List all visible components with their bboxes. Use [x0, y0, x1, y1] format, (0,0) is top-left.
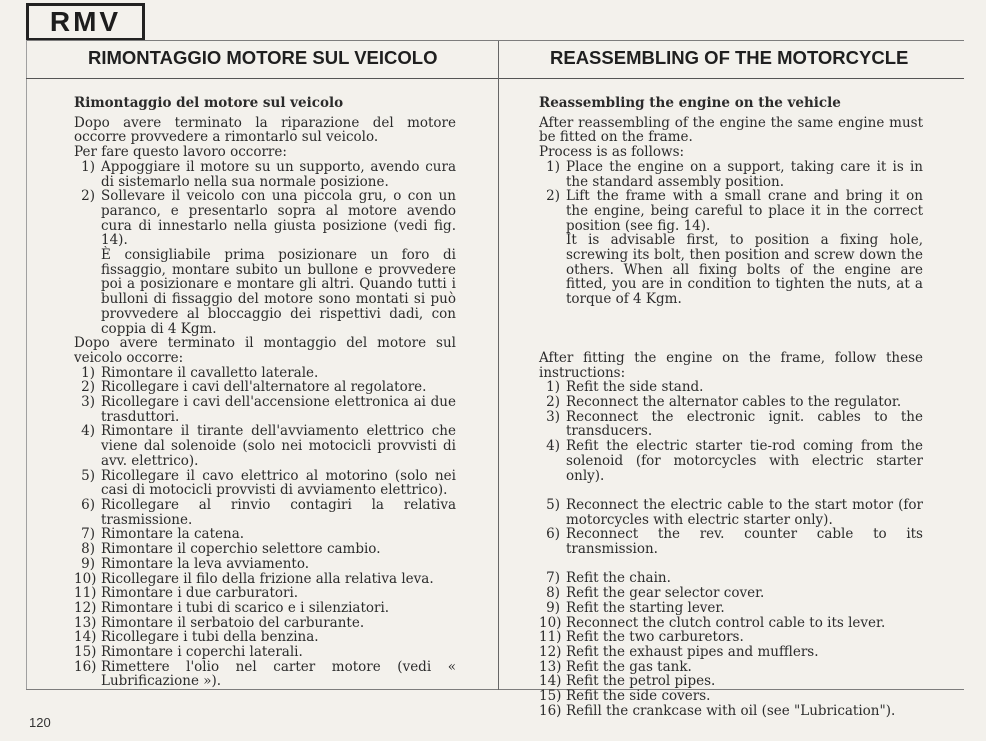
- step-number: 11): [74, 585, 97, 602]
- step-number: 4): [81, 423, 95, 440]
- step-text: Ricollegare i cavi dell'accensione elettronica ai due trasduttori.: [101, 394, 456, 425]
- subheading-italian: Rimontaggio del motore sul veicolo: [74, 95, 344, 111]
- spacer: [539, 336, 923, 351]
- step-text: Reconnect the rev. counter cable to its transmission.: [566, 526, 923, 558]
- list-item: [74, 601, 456, 616]
- spacer: [539, 322, 923, 337]
- step-number: 2): [81, 188, 95, 205]
- list-item: [539, 689, 923, 704]
- step-text: Refit the side covers.: [566, 688, 711, 705]
- list-item: [539, 439, 923, 483]
- list-item: [539, 616, 923, 631]
- list-item: [539, 380, 923, 395]
- list-item: [539, 410, 923, 439]
- list-item: [74, 469, 456, 498]
- heading-rule: [26, 78, 964, 79]
- step-text: [101, 189, 456, 336]
- step-text: Reconnect the clutch control cable to its lever.: [566, 614, 886, 631]
- step-number: 8): [546, 585, 560, 602]
- list-item: [539, 498, 923, 527]
- step-number: 9): [81, 555, 95, 572]
- step-number: 2): [546, 394, 560, 411]
- heading-english: REASSEMBLING OF THE MOTORCYCLE: [550, 47, 909, 68]
- step-number: 1): [81, 364, 95, 381]
- step-text-main: Sollevare il veicolo con una piccola gru, o con un paranco, e presentarlo sopra al motore avendo cura di innestarlo nella giusta posizione (vedi fig. 14).: [101, 188, 456, 249]
- list-item: [539, 586, 923, 601]
- spacer: [539, 483, 923, 498]
- list-item: [74, 586, 456, 601]
- step-number: 7): [81, 526, 95, 543]
- list-item: [539, 660, 923, 675]
- list-item: [74, 645, 456, 660]
- step-number: 14): [539, 673, 562, 690]
- list-item: [539, 704, 923, 719]
- column-divider: [498, 41, 499, 690]
- step-text: Refit the starting lever.: [566, 599, 725, 616]
- step-text: Refit the gear selector cover.: [566, 585, 765, 602]
- step-number: 5): [546, 496, 560, 513]
- step-number: 8): [81, 541, 95, 558]
- step-number: 10): [74, 570, 97, 587]
- column-english: [539, 96, 923, 718]
- column-italian: [74, 96, 456, 689]
- step-text: Ricollegare i cavi dell'alternatore al regolatore.: [101, 379, 427, 396]
- step-text: Refill the crankcase with oil (see "Lubrication").: [566, 702, 896, 719]
- list-item: [74, 366, 456, 381]
- step-text: Rimontare il coperchio selettore cambio.: [101, 541, 381, 558]
- step-text: Ricollegare al rinvio contagiri la relativa trasmissione.: [101, 496, 456, 528]
- step-number: 1): [546, 158, 560, 175]
- list-item: [539, 674, 923, 689]
- step-text: Rimontare il tirante dell'avviamento elettrico che viene dal solenoide (solo nei motocicli provvisti di avv. elettrico).: [101, 423, 456, 469]
- step-number: 16): [74, 658, 97, 675]
- list-item: [74, 542, 456, 557]
- list-item: [539, 527, 923, 556]
- after-paragraph: After fitting the engine on the frame, follow these instructions:: [539, 349, 923, 381]
- list-item: [539, 160, 923, 189]
- intro-paragraph: Dopo avere terminato la riparazione del motore occorre provvedere a rimontarlo sul veicolo.: [74, 114, 456, 146]
- step-number: 2): [81, 379, 95, 396]
- intro-paragraph: Process is as follows:: [539, 144, 685, 161]
- page-number: 120: [29, 715, 51, 730]
- frame-left-rule: [26, 40, 27, 690]
- list-item: [74, 189, 456, 336]
- step-text-extra: È consigliabile prima posizionare un foro di fissaggio, montare subito un bullone e provvedere poi a posizionare e montare gli altri. Quando tutti i bulloni di fissaggio del motore sono montati si può provvedere al bloccaggio dei rispettivi dadi, con coppia di 4 Kgm.: [101, 247, 456, 337]
- step-number: 5): [81, 467, 95, 484]
- frame-top-rule: [26, 40, 964, 41]
- list-item: [539, 395, 923, 410]
- step-number: 1): [81, 158, 95, 175]
- heading-italian: RIMONTAGGIO MOTORE SUL VEICOLO: [88, 47, 438, 68]
- step-number: 11): [539, 629, 562, 646]
- list-item: [74, 498, 456, 527]
- step-number: 15): [539, 688, 562, 705]
- list-item: [74, 616, 456, 631]
- step-number: 10): [539, 614, 562, 631]
- step-text: [566, 189, 923, 307]
- step-text: Refit the exhaust pipes and mufflers.: [566, 643, 819, 660]
- after-paragraph: Dopo avere terminato il montaggio del motore sul veicolo occorre:: [74, 335, 456, 366]
- spacer: [539, 557, 923, 572]
- step-number: 9): [546, 599, 560, 616]
- list-item: [74, 557, 456, 572]
- step-text: Refit the electric starter tie-rod coming from the solenoid (for motorcycles with electric starter only).: [566, 438, 923, 484]
- step-text: Rimettere l'olio nel carter motore (vedi « Lubrificazione »).: [101, 658, 456, 690]
- step-number: 13): [74, 614, 97, 631]
- step-number: 1): [546, 379, 560, 396]
- list-item: [539, 645, 923, 660]
- step-number: 6): [81, 496, 95, 513]
- subheading-english: Reassembling the engine on the vehicle: [539, 95, 841, 111]
- step-text: Refit the two carburetors.: [566, 629, 744, 646]
- step-number: 3): [546, 408, 560, 425]
- list-item: [539, 630, 923, 645]
- list-item: [74, 572, 456, 587]
- step-number: 6): [546, 526, 560, 543]
- step-text: Refit the side stand.: [566, 379, 704, 396]
- list-item: [74, 160, 456, 189]
- list-item: [539, 601, 923, 616]
- step-text: Ricollegare il filo della frizione alla relativa leva.: [101, 570, 434, 587]
- step-number: 2): [546, 188, 560, 205]
- list-item: [74, 630, 456, 645]
- step-text: Refit the petrol pipes.: [566, 673, 716, 690]
- list-item: [74, 660, 456, 689]
- step-text: Rimontare il cavalletto laterale.: [101, 364, 319, 381]
- rmv-logo: RMV: [26, 3, 145, 41]
- step-text: Ricollegare il cavo elettrico al motorino (solo nei casi di motocicli provvisti di avviamento elettrico).: [101, 467, 456, 499]
- step-number: 12): [539, 643, 562, 660]
- step-number: 16): [539, 702, 562, 719]
- intro-paragraph: Per fare questo lavoro occorre:: [74, 144, 287, 161]
- spacer: [539, 307, 923, 322]
- step-text: Rimontare i coperchi laterali.: [101, 644, 303, 661]
- step-number: 14): [74, 629, 97, 646]
- step-text: Ricollegare i tubi della benzina.: [101, 629, 319, 646]
- step-text: Rimontare la leva avviamento.: [101, 555, 310, 572]
- step-text: Rimontare i due carburatori.: [101, 585, 299, 602]
- list-item: [74, 380, 456, 395]
- step-text: Reconnect the electronic ignit. cables to the transducers.: [566, 408, 923, 440]
- list-item: [74, 527, 456, 542]
- list-item: [539, 571, 923, 586]
- intro-paragraph: After reassembling of the engine the same engine must be fitted on the frame.: [539, 114, 923, 146]
- step-text: Refit the gas tank.: [566, 658, 692, 675]
- step-text-main: Lift the frame with a small crane and bring it on the engine, being careful to place it in the correct position (see fig. 14).: [566, 188, 923, 234]
- step-number: 13): [539, 658, 562, 675]
- step-text: Rimontare i tubi di scarico e i silenziatori.: [101, 599, 390, 616]
- step-text: Rimontare la catena.: [101, 526, 245, 543]
- list-item: [74, 395, 456, 424]
- step-number: 7): [546, 570, 560, 587]
- step-number: 3): [81, 394, 95, 411]
- step-text: Place the engine on a support, taking care it is in the standard assembly position.: [566, 158, 923, 190]
- step-text: Appoggiare il motore su un supporto, avendo cura di sistemarlo nella sua normale posizione.: [101, 158, 456, 190]
- list-item: [74, 424, 456, 468]
- step-text: Rimontare il serbatoio del carburante.: [101, 614, 365, 631]
- list-item: [539, 189, 923, 307]
- step-number: 12): [74, 599, 97, 616]
- step-number: 15): [74, 644, 97, 661]
- step-text: Reconnect the alternator cables to the regulator.: [566, 394, 902, 411]
- step-text-extra: It is advisable first, to position a fixing hole, screwing its bolt, then position and screw down the others. When all fixing bolts of the engine are fitted, you are in condition to tighten the nuts, at a torque of 4 Kgm.: [566, 232, 923, 308]
- step-text: Refit the chain.: [566, 570, 671, 587]
- step-number: 4): [546, 438, 560, 455]
- step-text: Reconnect the electric cable to the start motor (for motorcycles with electric starter only).: [566, 496, 923, 528]
